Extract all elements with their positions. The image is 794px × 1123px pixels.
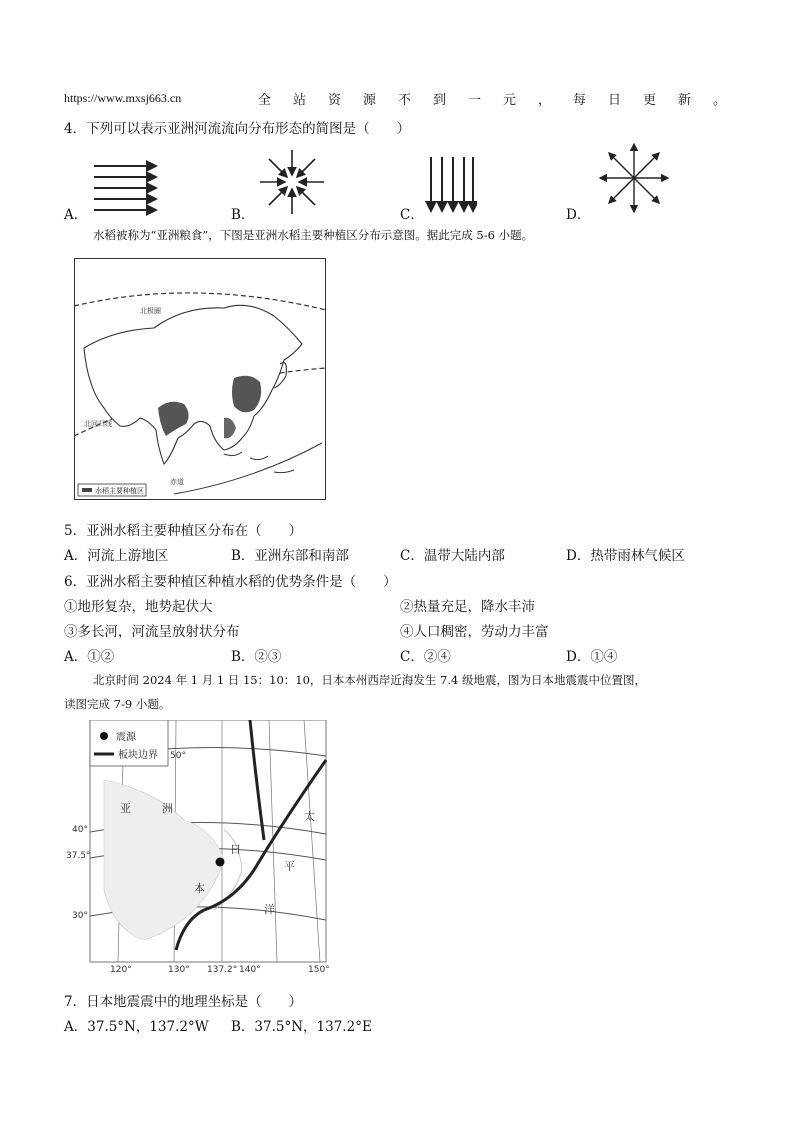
intro-7-9-line1: 北京时间 2024 年 1 月 1 日 15：10：10，日本本州西岸近海发生 7.4 级地震，图为日本地震震中位置图， (93, 673, 646, 687)
map1-arctic-label: 北极圈 (140, 307, 161, 315)
region-label-ben: 本 (194, 882, 205, 895)
lon-label-130: 130° (168, 965, 190, 975)
downward-arrows-diagram (425, 155, 477, 217)
q6-option-c: C．②④ (400, 649, 451, 665)
q5-option-c: C．温带大陆内部 (400, 548, 505, 564)
lon-label-150: 150° (308, 965, 330, 975)
map1-legend-swatch (82, 488, 92, 492)
lat-label-37-5: 37.5° (66, 851, 91, 861)
legend-boundary-label: 板块边界 (118, 750, 158, 761)
q7-option-b: B．37.5°N，137.2°E (231, 1019, 372, 1035)
lon-label-137-2: 137.2° (207, 965, 238, 975)
region-label-yang: 洋 (264, 903, 275, 916)
japan-earthquake-map (64, 720, 334, 975)
q6-option-a: A．①② (64, 649, 115, 665)
q6-condition-3: ③多长河，河流呈放射状分布 (64, 624, 240, 640)
region-label-tai: 太 (304, 810, 315, 823)
radial-arrows-diagram (597, 140, 671, 216)
q4-option-c-label: C． (400, 207, 424, 223)
region-label-ya: 亚 (120, 802, 131, 815)
q6-condition-1: ①地形复杂，地势起伏大 (64, 599, 213, 615)
map1-equator-label: 赤道 (170, 478, 184, 486)
centripetal-arrows-diagram (258, 148, 326, 216)
q4-option-a-label: A． (64, 207, 88, 223)
q7-stem: 7．日本地震震中的地理坐标是（ ） (64, 994, 303, 1010)
lat-label-30: 30° (72, 911, 88, 921)
q6-condition-4: ④人口稠密，劳动力丰富 (400, 624, 549, 640)
q4-stem: 4．下列可以表示亚洲河流流向分布形态的简图是（ ） (64, 121, 411, 137)
map1-legend-label: 水稻主要种植区 (95, 487, 144, 495)
region-label-ping: 平 (284, 860, 295, 873)
lat-label-50: 50° (170, 751, 186, 761)
q6-stem: 6．亚洲水稻主要种植区种植水稻的优势条件是（ ） (64, 574, 397, 590)
intro-7-9-line2: 读图完成 7-9 小题。 (64, 697, 171, 711)
q5-stem: 5．亚洲水稻主要种植区分布在（ ） (64, 523, 303, 539)
q7-option-a: A．37.5°N，137.2°W (64, 1019, 209, 1035)
epicenter-marker (216, 858, 225, 867)
asia-rice-map (74, 258, 326, 500)
legend-epicenter-label: 震源 (116, 732, 136, 743)
q4-option-b-label: B． (231, 207, 255, 223)
intro-5-6: 水稻被称为“亚洲粮食”，下图是亚洲水稻主要种植区分布示意图。据此完成 5-6 小题。 (93, 228, 534, 242)
q6-option-b: B．②③ (231, 649, 282, 665)
q5-option-b: B．亚洲东部和南部 (231, 548, 349, 564)
header-slogan: 全站资源不到一元，每日更新。 (258, 93, 749, 108)
legend-epicenter-icon (100, 732, 108, 740)
region-label-ri: 日 (230, 843, 241, 856)
q5-option-a: A．河流上游地区 (64, 548, 169, 564)
q6-option-d: D．①④ (566, 649, 618, 665)
parallel-arrows-diagram (92, 158, 162, 216)
header-url[interactable]: https://www.mxsj663.cn (64, 91, 182, 105)
lon-label-140: 140° (239, 965, 261, 975)
region-label-zhou: 洲 (162, 802, 173, 815)
map1-tropic-label: 北回归线 (84, 420, 112, 428)
q4-option-d-label: D． (566, 207, 591, 223)
lon-label-120: 120° (110, 965, 132, 975)
lat-label-40: 40° (72, 825, 88, 835)
q6-condition-2: ②热量充足，降水丰沛 (400, 599, 535, 615)
q5-option-d: D．热带雨林气候区 (566, 548, 685, 564)
